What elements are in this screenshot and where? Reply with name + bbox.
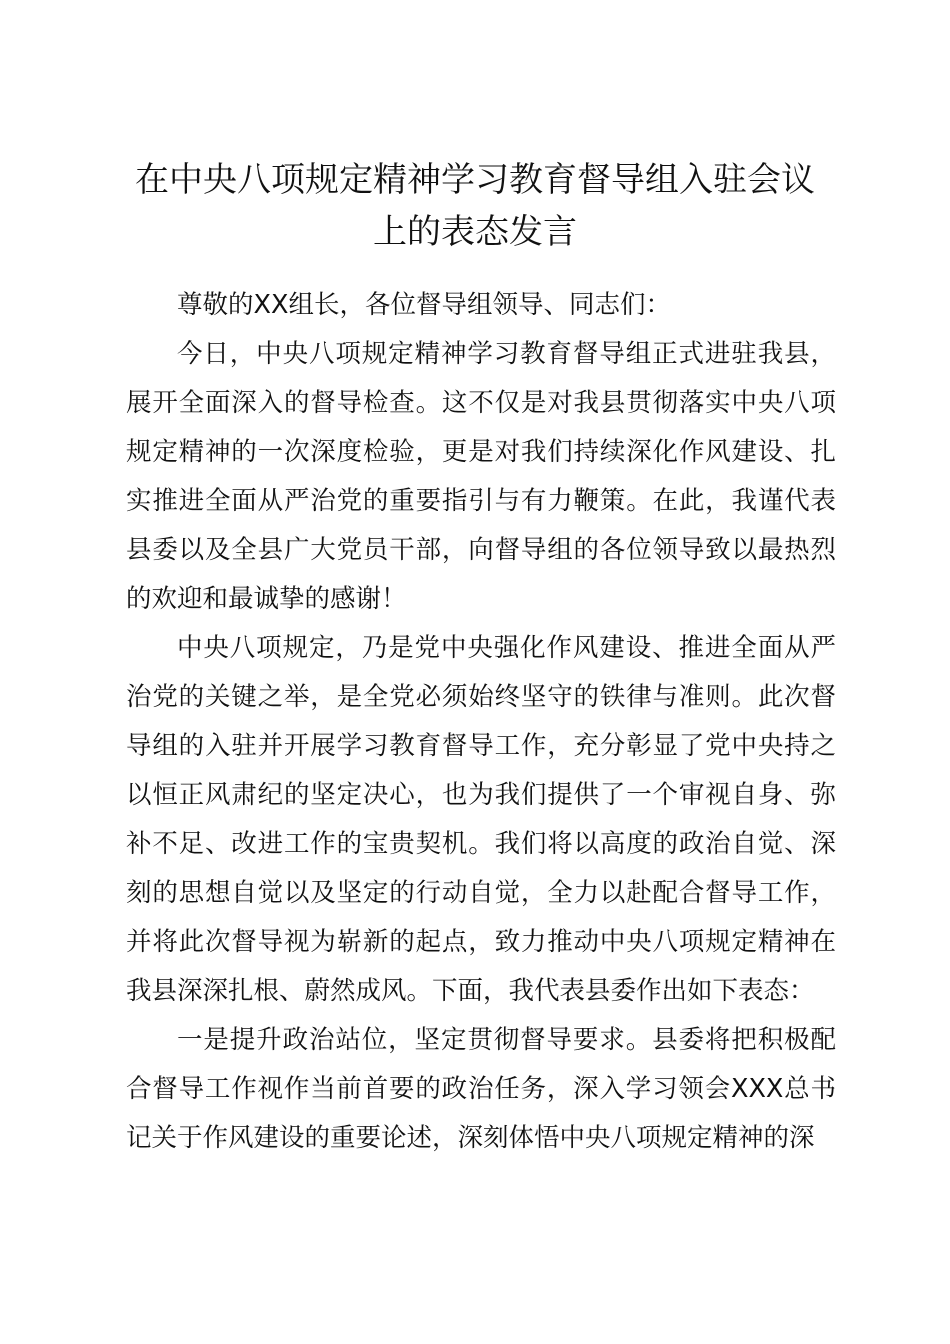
- document-title: 在中央八项规定精神学习教育督导组入驻会议上的表态发言: [135, 160, 815, 252]
- paragraph-3: 一是提升政治站位，坚定贯彻督导要求。县委将把积极配合督导工作视作当前首要的政治任务，深入学习领会XXX总书记关于作风建设的重要论述，深刻体悟中央八项规定精神的深: [126, 1025, 836, 1153]
- salutation: 尊敬的XX组长，各位督导组领导、同志们：: [177, 290, 671, 320]
- paragraph-1: 今日，中央八项规定精神学习教育督导组正式进驻我县，展开全面深入的督导检查。这不仅是对我县贯彻落实中央八项规定精神的一次深度检验，更是对我们持续深化作风建设、扎实推进全面从严治党的重要指引与有力鞭策。在此，我谨代表县委以及全县广大党员干部，向督导组的各位领导致以最热烈的欢迎和最诚挚的感谢！: [126, 339, 836, 614]
- paragraph-2: 中央八项规定，乃是党中央强化作风建设、推进全面从严治党的关键之举，是全党必须始终坚守的铁律与准则。此次督导组的入驻并开展学习教育督导工作，充分彰显了党中央持之以恒正风肃纪的坚定决心，也为我们提供了一个审视自身、弥补不足、改进工作的宝贵契机。我们将以高度的政治自觉、深刻的思想自觉以及坚定的行动自觉，全力以赴配合督导工作，并将此次督导视为崭新的起点，致力推动中央八项规定精神在我县深深扎根、蔚然成风。下面，我代表县委作出如下表态：: [126, 633, 836, 1006]
- document-body: [126, 281, 836, 1163]
